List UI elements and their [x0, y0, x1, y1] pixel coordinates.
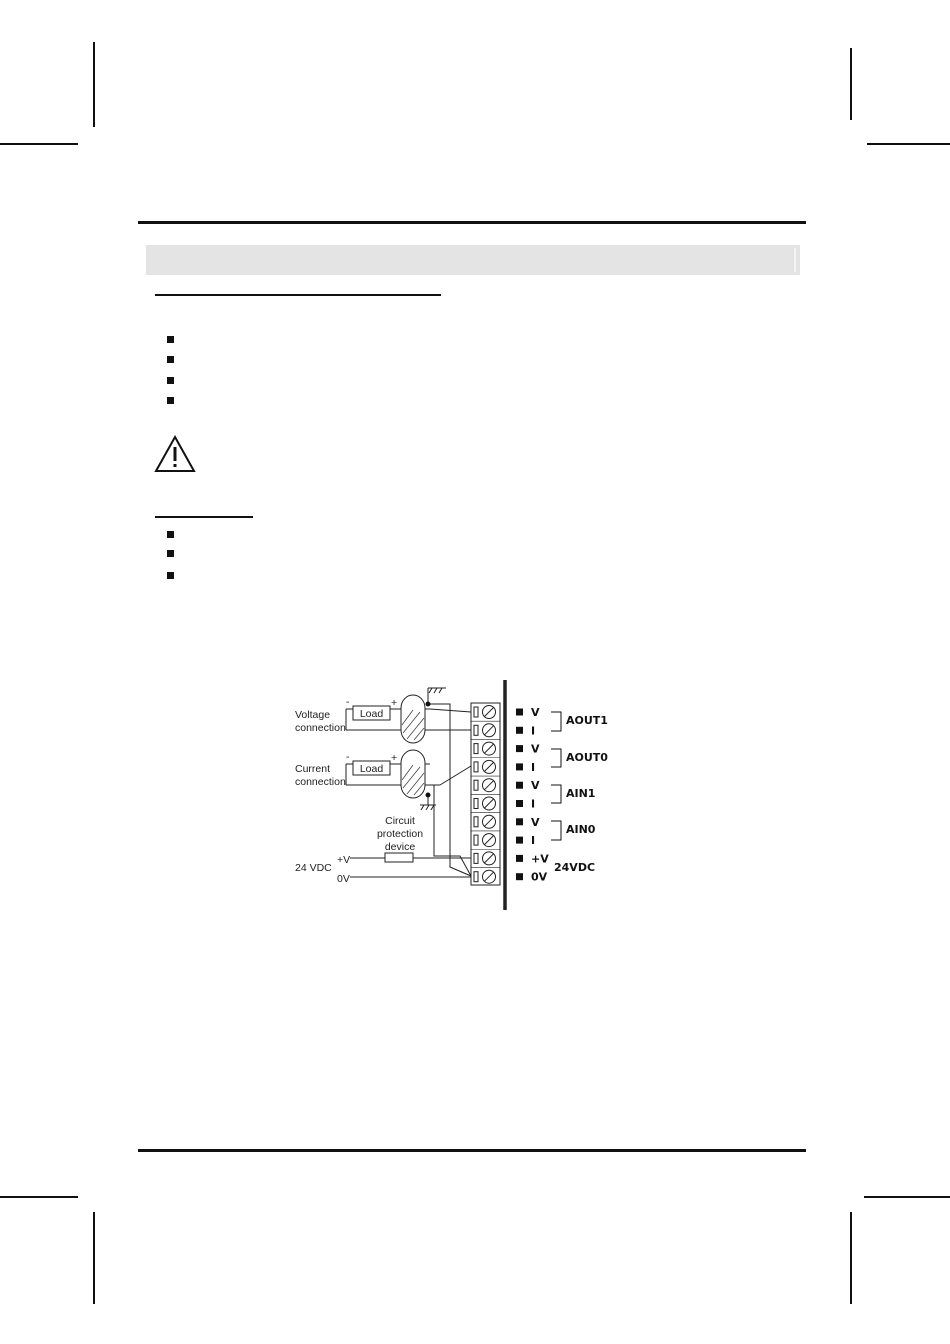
terminal-dot-icon — [516, 818, 523, 825]
current-connection-label-2: connection — [295, 776, 346, 788]
load-label-voltage: Load — [359, 708, 384, 720]
terminal-label: V — [531, 742, 540, 756]
terminal-dot-icon — [516, 782, 523, 789]
terminal-row — [471, 724, 535, 740]
terminal-label: I — [531, 760, 536, 774]
terminal-slot — [474, 872, 478, 882]
terminal-dot-icon — [516, 873, 523, 880]
plus-v-label: +V — [337, 854, 351, 866]
terminal-label: I — [531, 834, 536, 848]
protection-label-3: device — [384, 841, 416, 853]
terminal-row — [471, 834, 535, 850]
minus-sign-current: - — [346, 751, 350, 763]
supply-label: 24 VDC — [295, 862, 332, 874]
terminal-label: V — [531, 706, 540, 719]
zero-v-label: 0V — [337, 873, 350, 885]
terminal-slot — [474, 762, 478, 772]
terminal-dot-icon — [516, 745, 523, 752]
terminal-dot-icon — [516, 855, 523, 862]
terminal-label: I — [531, 797, 536, 811]
terminal-label: 0V — [531, 870, 548, 884]
group-label-ain1: AIN1 — [566, 787, 596, 800]
plus-sign-current: + — [391, 752, 398, 764]
terminal-slot — [474, 725, 478, 735]
terminal-dot-icon — [516, 763, 523, 770]
terminal-slot — [474, 799, 478, 809]
terminal-slot — [474, 707, 478, 717]
terminal-slot — [474, 817, 478, 827]
current-connection-label-1: Current — [295, 763, 331, 775]
terminal-dot-icon — [516, 709, 523, 716]
group-label-ain0: AIN0 — [566, 823, 596, 836]
terminal-label: V — [531, 779, 540, 793]
terminal-label: +V — [531, 852, 549, 866]
fuse-icon — [385, 853, 413, 862]
protection-label-1: Circuit — [385, 815, 415, 827]
terminal-slot — [474, 780, 478, 790]
terminal-dot-icon — [516, 727, 523, 734]
terminal-dot-icon — [516, 837, 523, 844]
group-label-24vdc: 24VDC — [554, 861, 596, 874]
group-label-aout0: AOUT0 — [566, 751, 608, 764]
protection-label-2: protection — [376, 828, 424, 840]
voltage-connection-label-2: connection — [295, 722, 346, 734]
terminal-row — [474, 870, 548, 884]
terminal-slot — [474, 835, 478, 845]
voltage-connection-label-1: Voltage — [295, 709, 331, 721]
terminal-slot — [474, 744, 478, 754]
terminal-label: I — [531, 724, 536, 738]
terminal-row — [471, 797, 535, 813]
group-label-aout1: AOUT1 — [566, 714, 608, 727]
terminal-slot — [474, 853, 478, 863]
plus-sign-voltage: + — [391, 697, 398, 709]
load-label-current: Load — [359, 763, 384, 775]
terminal-label: V — [531, 815, 540, 829]
terminal-row — [471, 852, 549, 868]
minus-sign-voltage: - — [346, 696, 350, 708]
terminal-row — [471, 760, 535, 776]
terminal-dot-icon — [516, 800, 523, 807]
